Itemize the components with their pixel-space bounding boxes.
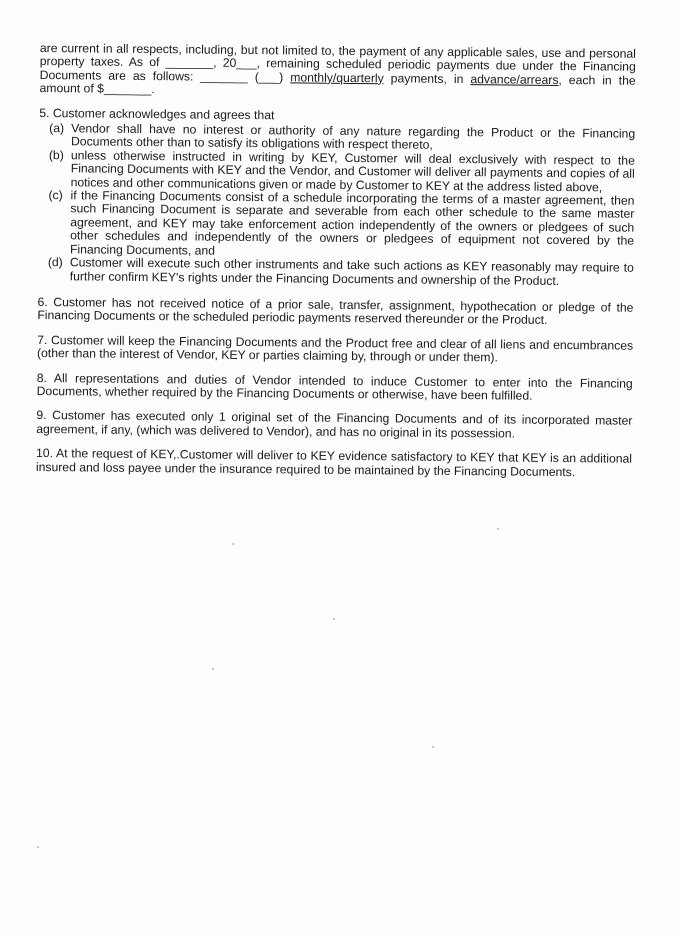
item-text: Vendor shall have no interest or authority of any nature regarding the Product or the Financing Documents other than to satisfy its obligations with respect thereto, (70, 121, 636, 153)
document-body (36, 42, 636, 491)
item-marker: (c) (48, 188, 63, 203)
section-5-item-c (38, 189, 635, 262)
section-5-item-d (38, 256, 634, 289)
intro-underline-frequency: monthly/quarterly (290, 70, 384, 86)
item-text: if the Financing Documents consist of a schedule incorporating the terms of a master agreement, then such Financing Document is separate and severable from each other schedule to the same master agreement, and KEY may take enforcement action independently of the owners or pledgees of such other schedules and independently of the owners or pledgees of equipment not covered by the Financing Documents, and (69, 188, 635, 258)
paragraph-10: 10. At the request of KEY,.Customer will deliver to KEY evidence satisfactory to KEY that KEY is an additional insured and loss payee under the insurance required to be maintained by the Financing Documents. (35, 446, 633, 479)
paragraph-6: 6. Customer has not received notice of a prior sale, transfer, assignment, hypothecation or pledge of the Financing Documents or the scheduled periodic payments reserved thereunder or the Product. (37, 294, 634, 328)
section-5-list (38, 122, 636, 289)
paragraph-8: 8. All representations and duties of Vendor intended to induce Customer to enter into the Financing Documents, whether required by the Financing Documents or otherwise, have been fulfilled. (36, 370, 633, 403)
scan-speck (232, 543, 234, 545)
scan-speck (212, 668, 214, 670)
intro-underline-timing: advance/arrears (470, 71, 559, 87)
intro-text-part2: payments, in (383, 71, 471, 86)
paragraph-9: 9. Customer has executed only 1 original set of the Financing Documents and of its incorporated master agreement, if any, (which was delivered to Vendor), and has no original in its possession. (36, 408, 633, 441)
scan-speck (432, 746, 434, 748)
scan-speck (37, 846, 39, 848)
intro-paragraph (39, 42, 635, 101)
intro-text-part1: are current in all respects, including, but not limited to, the payment of any applicable sales, use and personal property taxes. As of _______, 20___, remaining scheduled periodic payments due under the Financing Documents are as follows: _______ (___) (39, 41, 636, 85)
intro-text-part3: , each in the amount of $_______. (39, 72, 636, 97)
scan-speck (497, 528, 499, 530)
scan-speck (333, 618, 335, 620)
item-marker: (d) (47, 255, 63, 270)
section-5-item-b (39, 149, 635, 195)
item-text: unless otherwise instructed in writing by KEY, Customer will deal exclusively with respect to the Financing Documents with KEY and the Vendor, and Customer will deliver all payments and copies of all notices and other communications given or made by Customer to KEY at the address listed above, (70, 148, 635, 195)
item-text: Customer will execute such other instruments and take such actions as KEY reasonably may require to further confirm KEY's rights under the Financing Documents and ownership of the Product. (69, 255, 634, 288)
section-5-intro: 5. Customer acknowledges and agrees that (39, 105, 275, 122)
item-marker: (b) (48, 147, 64, 163)
paragraph-7: 7. Customer will keep the Financing Documents and the Product free and clear of all liens and encumbrances (other than the interest of Vendor, KEY or parties claiming by, through or under them). (36, 332, 634, 365)
item-marker: (a) (49, 121, 65, 136)
